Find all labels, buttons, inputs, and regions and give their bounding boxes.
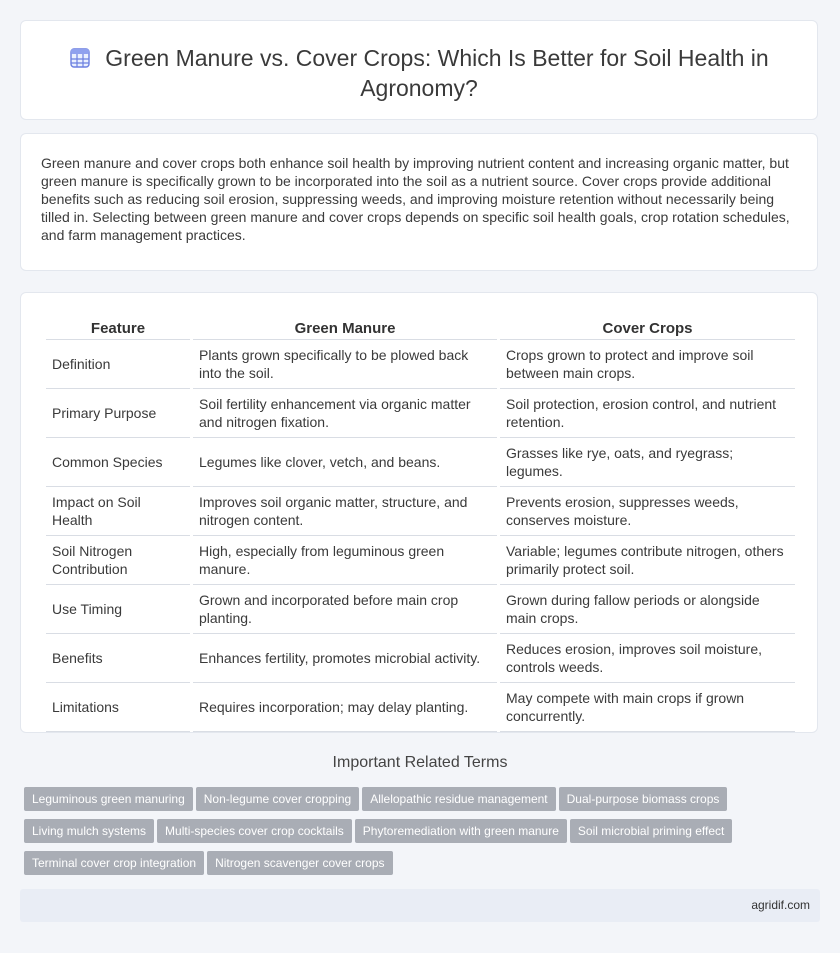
table-row: [46, 536, 795, 585]
green-manure-cell: Soil fertility enhancement via organic matter and nitrogen fixation.: [193, 389, 497, 438]
related-term-tag[interactable]: Soil microbial priming effect: [570, 819, 733, 843]
comparison-table-card: [20, 292, 818, 733]
related-term-tag[interactable]: Dual-purpose biomass crops: [559, 787, 728, 811]
related-terms-list: [24, 787, 814, 883]
related-term-tag[interactable]: Leguminous green manuring: [24, 787, 193, 811]
feature-cell: Primary Purpose: [46, 389, 190, 438]
cover-crops-cell: May compete with main crops if grown concurrently.: [500, 683, 795, 732]
feature-cell: Common Species: [46, 438, 190, 487]
footer-site-link[interactable]: agridif.com: [751, 898, 810, 912]
related-term-tag[interactable]: Multi-species cover crop cocktails: [157, 819, 352, 843]
feature-cell: Impact on Soil Health: [46, 487, 190, 536]
related-term-tag[interactable]: Terminal cover crop integration: [24, 851, 204, 875]
feature-cell: Limitations: [46, 683, 190, 732]
cover-crops-cell: Crops grown to protect and improve soil between main crops.: [500, 340, 795, 389]
related-term-tag[interactable]: Non-legume cover cropping: [196, 787, 359, 811]
green-manure-cell: High, especially from leguminous green manure.: [193, 536, 497, 585]
table-row: [46, 585, 795, 634]
green-manure-cell: Plants grown specifically to be plowed back into the soil.: [193, 340, 497, 389]
table-row: [46, 683, 795, 732]
column-header-cover-crops: Cover Crops: [500, 309, 795, 340]
intro-paragraph: Green manure and cover crops both enhance soil health by improving nutrient content and increasing organic matter, but green manure is specifically grown to be incorporated into the soil as a nutrient source. Cover crops provide additional benefits such as reducing soil erosion, suppressing weeds, and improving moisture retention without necessarily being tilled in. Selecting between green manure and cover crops depends on specific soil health goals, crop rotation schedules, and farm management practices.: [41, 155, 790, 243]
cover-crops-cell: Variable; legumes contribute nitrogen, others primarily protect soil.: [500, 536, 795, 585]
title-card: [20, 20, 818, 120]
green-manure-cell: Improves soil organic matter, structure, and nitrogen content.: [193, 487, 497, 536]
table-row: [46, 438, 795, 487]
table-header-row: [46, 309, 795, 340]
footer-bar: [20, 889, 820, 922]
cover-crops-cell: Prevents erosion, suppresses weeds, conserves moisture.: [500, 487, 795, 536]
related-term-tag[interactable]: Phytoremediation with green manure: [355, 819, 567, 843]
column-header-green-manure: Green Manure: [193, 309, 497, 340]
feature-cell: Soil Nitrogen Contribution: [46, 536, 190, 585]
related-term-tag[interactable]: Nitrogen scavenger cover crops: [207, 851, 392, 875]
green-manure-cell: Grown and incorporated before main crop planting.: [193, 585, 497, 634]
cover-crops-cell: Soil protection, erosion control, and nutrient retention.: [500, 389, 795, 438]
related-term-tag[interactable]: Living mulch systems: [24, 819, 154, 843]
feature-cell: Definition: [46, 340, 190, 389]
table-row: [46, 487, 795, 536]
green-manure-cell: Requires incorporation; may delay planting.: [193, 683, 497, 732]
spreadsheet-icon: [69, 47, 91, 69]
cover-crops-cell: Grown during fallow periods or alongside main crops.: [500, 585, 795, 634]
feature-cell: Benefits: [46, 634, 190, 683]
feature-cell: Use Timing: [46, 585, 190, 634]
related-terms-heading: Important Related Terms: [332, 754, 508, 771]
intro-card: [20, 133, 818, 271]
related-term-tag[interactable]: Allelopathic residue management: [362, 787, 555, 811]
table-row: [46, 389, 795, 438]
green-manure-cell: Enhances fertility, promotes microbial activity.: [193, 634, 497, 683]
table-row: [46, 340, 795, 389]
column-header-feature: Feature: [46, 309, 190, 340]
page-title: [51, 43, 787, 103]
page-title-text: Green Manure vs. Cover Crops: Which Is Better for Soil Health in Agronomy?: [105, 45, 769, 101]
table-row: [46, 634, 795, 683]
cover-crops-cell: Grasses like rye, oats, and ryegrass; legumes.: [500, 438, 795, 487]
comparison-table: [43, 309, 798, 732]
cover-crops-cell: Reduces erosion, improves soil moisture, controls weeds.: [500, 634, 795, 683]
green-manure-cell: Legumes like clover, vetch, and beans.: [193, 438, 497, 487]
